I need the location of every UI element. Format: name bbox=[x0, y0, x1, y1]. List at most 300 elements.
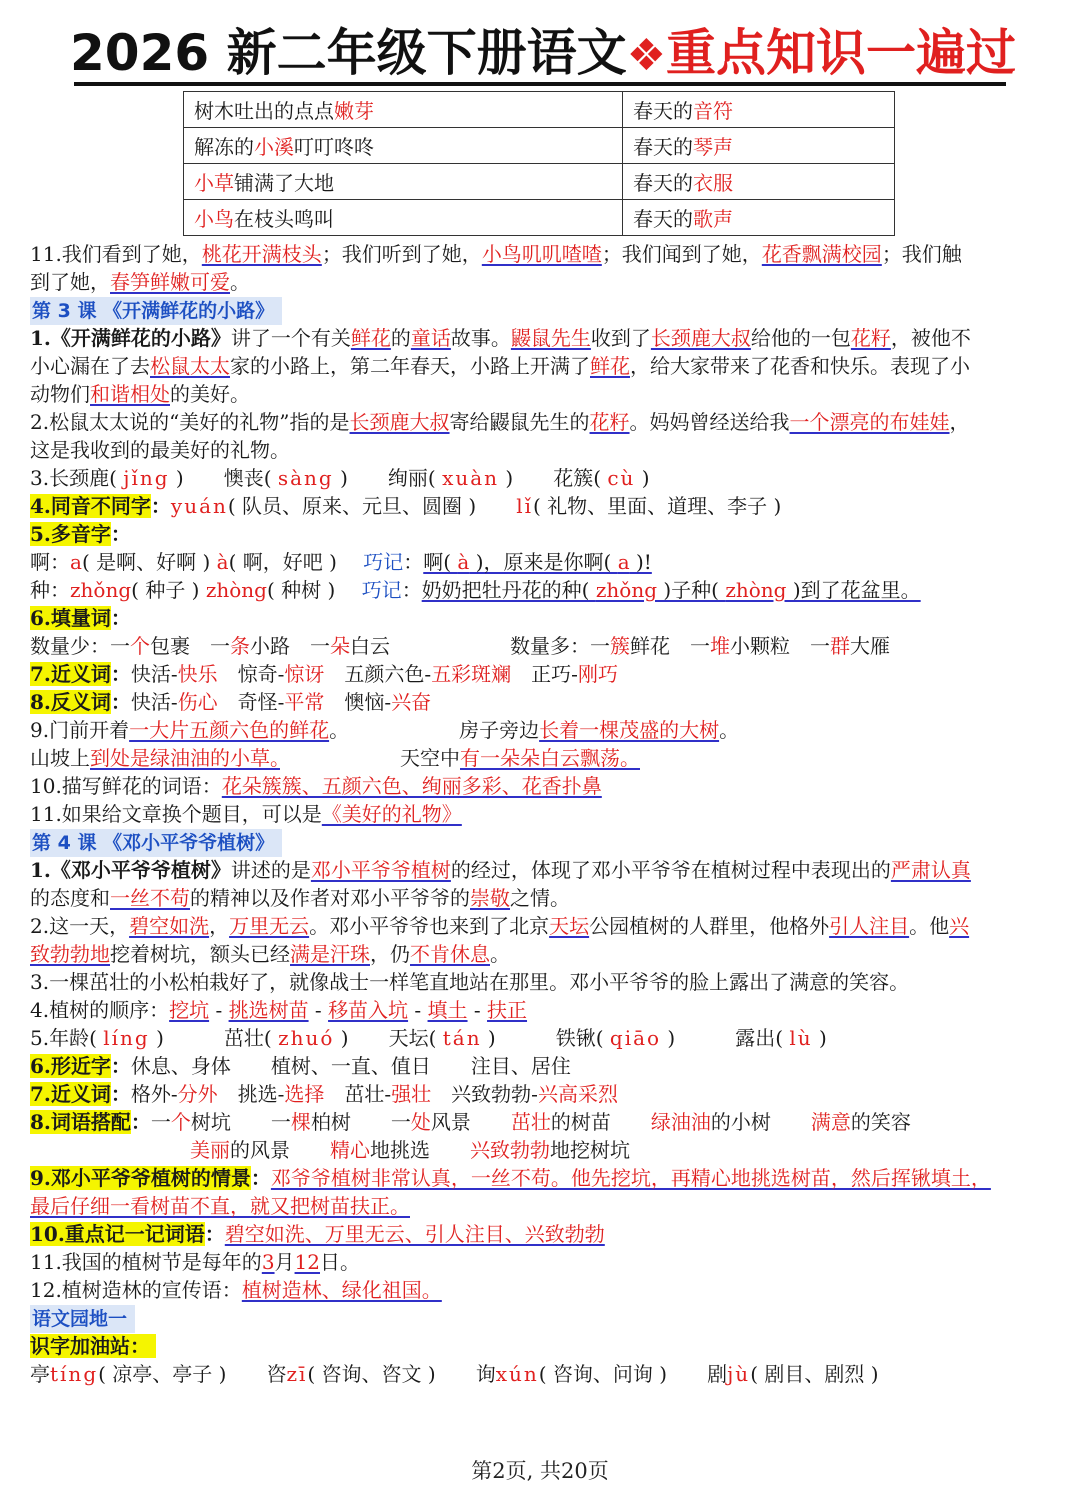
text-line bbox=[30, 240, 1052, 268]
cell-text: 树木吐出的点点 bbox=[194, 99, 334, 123]
text-segment: yuán bbox=[170, 494, 228, 518]
text-segment: 分外 bbox=[177, 1082, 218, 1106]
cell-text: 春天的 bbox=[633, 135, 693, 159]
text-segment: ，给大家带来了花香和快乐。表现了小 bbox=[630, 354, 970, 378]
text-segment: 到处是绿油油的小草。 bbox=[90, 746, 280, 770]
text-segment: 群 bbox=[830, 634, 850, 658]
text-segment: 引人注目 bbox=[829, 914, 910, 938]
text-segment: ) 绚丽( bbox=[333, 466, 443, 490]
text-line bbox=[30, 1304, 1052, 1332]
text-segment: 11.我国的植树节是每年的 bbox=[30, 1250, 262, 1274]
text-segment: 强壮 bbox=[391, 1082, 432, 1106]
text-line bbox=[30, 548, 1052, 576]
text-line bbox=[30, 716, 1052, 744]
section-label: 6.填量词 bbox=[30, 606, 111, 630]
text-segment: 讲了一个有关 bbox=[230, 326, 351, 350]
text-segment: 挑选- bbox=[217, 1082, 285, 1106]
cell-text: 嫩芽 bbox=[334, 99, 374, 123]
text-segment: 有一朵朵白云飘荡。 bbox=[460, 746, 640, 770]
table-cell bbox=[184, 164, 623, 200]
text-segment: 4.植树的顺序： bbox=[30, 998, 170, 1022]
cell-text: 小草 bbox=[194, 171, 234, 195]
text-line bbox=[30, 828, 1052, 856]
text-segment: - bbox=[308, 998, 329, 1022]
text-segment: 柏树 一 bbox=[310, 1110, 411, 1134]
text-line bbox=[30, 996, 1052, 1024]
title-underline bbox=[74, 82, 1006, 86]
table-cell bbox=[623, 200, 895, 236]
text-segment: 给他的一包 bbox=[750, 326, 851, 350]
text-segment: 的 bbox=[390, 326, 411, 350]
text-segment: 。邓小平爷爷也来到了北京 bbox=[309, 914, 550, 938]
text-segment: ： bbox=[204, 1222, 225, 1246]
text-segment: 条 bbox=[230, 634, 250, 658]
text-line bbox=[30, 576, 1052, 604]
text-line bbox=[30, 324, 1052, 352]
text-segment: 5.年龄( bbox=[30, 1026, 104, 1050]
text-segment: ： bbox=[110, 606, 131, 630]
text-segment: ： bbox=[150, 494, 171, 518]
text-line bbox=[30, 1024, 1052, 1052]
text-line bbox=[30, 884, 1052, 912]
cell-text: 铺满了大地 bbox=[234, 171, 334, 195]
text-segment: zhuó bbox=[278, 1026, 335, 1050]
text-segment: 绿油油 bbox=[650, 1110, 711, 1134]
text-line bbox=[30, 492, 1052, 520]
text-segment: 巧记 bbox=[363, 550, 404, 574]
text-segment: 碧空如洗 bbox=[129, 914, 210, 938]
cell-text: 小溪 bbox=[254, 135, 294, 159]
text-segment: 邓爷爷植树非常认真，一丝不苟。他先挖坑，再精心地挑选树苗，然后挥锹填土， bbox=[270, 1166, 991, 1190]
title-black-part: 2026 新二年级下册语文 bbox=[70, 24, 627, 82]
text-segment: 致勃勃地 bbox=[30, 942, 110, 966]
text-segment: ( 咨询、问询 ) 剧 bbox=[538, 1362, 728, 1386]
text-segment: 1.《邓小平爷爷植树》 bbox=[30, 858, 231, 882]
cell-text: 歌声 bbox=[693, 207, 733, 231]
text-segment: ；我们听到了她， bbox=[321, 242, 482, 266]
text-line bbox=[30, 1052, 1052, 1080]
text-segment: 崇敬 bbox=[470, 886, 510, 910]
section-label: 5.多音字 bbox=[30, 522, 111, 546]
text-segment: 天空中 bbox=[280, 746, 460, 770]
text-segment: 奶奶把牡丹花的种( bbox=[421, 578, 596, 602]
text-segment: sàng bbox=[277, 466, 334, 490]
text-segment: zhǒng bbox=[70, 578, 132, 602]
text-line bbox=[30, 940, 1052, 968]
text-segment: ， bbox=[209, 914, 230, 938]
text-segment: 地挑选 bbox=[370, 1138, 470, 1162]
text-segment: ( 种子 ) bbox=[131, 578, 206, 602]
text-line bbox=[30, 1248, 1052, 1276]
text-segment: 树坑 一 bbox=[190, 1110, 291, 1134]
text-segment: ) bbox=[812, 1026, 827, 1050]
text-segment: 平常 bbox=[284, 690, 325, 714]
text-segment: a bbox=[70, 550, 82, 574]
text-segment: 的精神以及作者对邓小平爷爷的 bbox=[190, 886, 470, 910]
text-segment: 地挖树坑 bbox=[550, 1138, 630, 1162]
text-segment: 花籽 bbox=[589, 410, 630, 434]
text-segment: 。 bbox=[490, 942, 510, 966]
text-segment: 12 bbox=[294, 1250, 320, 1274]
text-segment: 严肃认真 bbox=[890, 858, 971, 882]
text-segment: 9.门前开着 bbox=[30, 718, 130, 742]
text-segment: 长着一棵茂盛的大树 bbox=[539, 718, 720, 742]
text-segment: ： bbox=[401, 578, 422, 602]
text-segment: 。妈妈曾经送给我 bbox=[629, 410, 790, 434]
text-segment: xuàn bbox=[442, 466, 500, 490]
text-segment: a bbox=[617, 550, 630, 574]
text-segment: ，仍 bbox=[370, 942, 410, 966]
text-segment: ( 凉亭、亭子 ) 咨 bbox=[98, 1362, 287, 1386]
text-line bbox=[30, 856, 1052, 884]
text-segment: ( 礼物、里面、道理、李子 ) bbox=[533, 494, 782, 518]
lesson-heading: 语文园地一 bbox=[30, 1305, 135, 1333]
text-segment: tíng bbox=[50, 1362, 99, 1386]
text-segment: 故事。 bbox=[450, 326, 511, 350]
text-segment: 公园植树的人群里，他格外 bbox=[589, 914, 830, 938]
text-segment: 长颈鹿大叔 bbox=[650, 326, 751, 350]
table-cell bbox=[184, 200, 623, 236]
text-segment: ；我们闻到了她， bbox=[601, 242, 762, 266]
text-segment: 堆 bbox=[710, 634, 730, 658]
text-segment: 。 bbox=[719, 718, 740, 742]
text-segment: 扶正 bbox=[487, 998, 528, 1022]
text-segment: 和谐相处 bbox=[90, 382, 170, 406]
text-segment: 到了她， bbox=[30, 270, 110, 294]
text-line bbox=[30, 744, 1052, 772]
text-segment: 万里无云 bbox=[229, 914, 310, 938]
text-segment: 兴致勃勃 bbox=[470, 1138, 550, 1162]
text-segment: 选择 bbox=[284, 1082, 325, 1106]
section-label: 8.反义词 bbox=[30, 690, 111, 714]
text-segment: ， bbox=[949, 410, 970, 434]
text-line bbox=[30, 688, 1052, 716]
text-segment: )子种( bbox=[657, 578, 726, 602]
text-segment: 包裹 一 bbox=[150, 634, 230, 658]
cell-text: 在枝头鸣叫 bbox=[234, 207, 334, 231]
text-segment: )到了花盆里。 bbox=[786, 578, 921, 602]
text-segment: à bbox=[457, 550, 470, 574]
notes-body bbox=[30, 240, 1052, 1388]
table-cell bbox=[623, 128, 895, 164]
section-label: 识字加油站： bbox=[30, 1334, 156, 1358]
text-line bbox=[30, 380, 1052, 408]
text-segment: 大雁 bbox=[850, 634, 890, 658]
text-segment: ) 铁锹( bbox=[481, 1026, 610, 1050]
text-segment: 精心 bbox=[330, 1138, 370, 1162]
text-segment: 啊： bbox=[30, 550, 70, 574]
cell-text: 小鸟 bbox=[194, 207, 234, 231]
cell-text: 琴声 bbox=[693, 135, 733, 159]
text-segment: 白云 数量多：一 bbox=[350, 634, 610, 658]
cell-text: 春天的 bbox=[633, 207, 693, 231]
text-segment: 风景 bbox=[430, 1110, 511, 1134]
text-segment: 山坡上 bbox=[30, 746, 90, 770]
text-segment: cù bbox=[607, 466, 636, 490]
text-segment: 五彩斑斓 bbox=[431, 662, 512, 686]
diamond-icon: ❖ bbox=[626, 30, 667, 81]
text-segment: jù bbox=[727, 1362, 751, 1386]
text-segment: 月 bbox=[274, 1250, 295, 1274]
cell-text: 音符 bbox=[693, 99, 733, 123]
text-segment: 花籽 bbox=[850, 326, 891, 350]
text-segment: 。 bbox=[230, 270, 250, 294]
text-segment: 处 bbox=[410, 1110, 431, 1134]
text-segment: 的美好。 bbox=[170, 382, 250, 406]
text-segment: )! bbox=[629, 550, 652, 574]
text-segment: 。他 bbox=[909, 914, 950, 938]
text-line bbox=[30, 1136, 1052, 1164]
text-segment: 茁壮 bbox=[510, 1110, 551, 1134]
text-segment: 的态度和 bbox=[30, 886, 110, 910]
text-segment: 的经过，体现了邓小平爷爷在植树过程中表现出的 bbox=[450, 858, 891, 882]
table-row bbox=[184, 200, 895, 236]
text-segment: 个 bbox=[170, 1110, 191, 1134]
text-segment: 兴奋 bbox=[391, 690, 432, 714]
table-row bbox=[184, 164, 895, 200]
section-label: 9.邓小平爷爷植树的情景 bbox=[30, 1166, 251, 1190]
text-segment: 最后仔细一看树苗不直，就又把树苗扶正。 bbox=[30, 1194, 410, 1218]
text-segment: 茁壮- bbox=[324, 1082, 392, 1106]
text-segment: tán bbox=[442, 1026, 482, 1050]
text-segment: 格外- bbox=[130, 1082, 178, 1106]
text-segment: 正巧- bbox=[511, 662, 578, 686]
text-segment: 的小树 bbox=[710, 1110, 811, 1134]
text-segment: ( 种树 ) bbox=[267, 578, 362, 602]
section-label: 10.重点记一记词语 bbox=[30, 1222, 205, 1246]
text-segment: ) 茁壮( bbox=[149, 1026, 279, 1050]
text-segment: 长颈鹿大叔 bbox=[349, 410, 450, 434]
text-segment: 收到了 bbox=[590, 326, 651, 350]
text-segment: 这是我收到的最美好的礼物。 bbox=[30, 438, 290, 462]
text-segment: ： bbox=[110, 522, 131, 546]
text-segment: jǐng bbox=[123, 466, 170, 490]
cell-text: 春天的 bbox=[633, 99, 693, 123]
text-line bbox=[30, 268, 1052, 296]
text-segment: zī bbox=[286, 1362, 308, 1386]
text-segment: 讲述的是 bbox=[230, 858, 311, 882]
text-line bbox=[30, 436, 1052, 464]
text-segment: ： bbox=[403, 550, 424, 574]
text-segment: ( 是啊、好啊 ) bbox=[81, 550, 217, 574]
text-line bbox=[30, 1220, 1052, 1248]
table-row bbox=[184, 128, 895, 164]
text-segment: 刚巧 bbox=[577, 662, 618, 686]
lesson-heading: 第 3 课 《开满鲜花的小路》 bbox=[30, 297, 282, 325]
text-segment: 2.松鼠太太说的“美好的礼物”指的是 bbox=[30, 410, 350, 434]
text-line bbox=[30, 520, 1052, 548]
text-line bbox=[30, 1080, 1052, 1108]
text-segment: 一丝不苟 bbox=[110, 886, 190, 910]
text-segment: 美丽 bbox=[190, 1138, 230, 1162]
text-segment: 一大片五颜六色的鲜花 bbox=[129, 718, 330, 742]
text-segment: )，原来是你啊( bbox=[469, 550, 618, 574]
text-segment: 填土 bbox=[427, 998, 468, 1022]
text-segment: 的风景 bbox=[230, 1138, 330, 1162]
text-segment: 11.如果给文章换个题目，可以是 bbox=[30, 802, 322, 826]
text-segment: 快活- bbox=[130, 662, 178, 686]
text-segment: 鲜花 bbox=[350, 326, 391, 350]
text-line bbox=[30, 296, 1052, 324]
text-segment: ( 队员、原来、元旦、圆圈 ) bbox=[227, 494, 517, 518]
text-segment: ( 剧目、剧烈 ) bbox=[750, 1362, 879, 1386]
text-segment: ： bbox=[110, 662, 131, 686]
text-segment: 满意 bbox=[810, 1110, 851, 1134]
table-cell bbox=[623, 164, 895, 200]
text-segment: 快乐 bbox=[177, 662, 218, 686]
text-segment: 奇怪- bbox=[217, 690, 285, 714]
text-segment: 种： bbox=[30, 578, 70, 602]
text-segment: 桃花开满枝头 bbox=[201, 242, 322, 266]
text-segment: 10.描写鲜花的词语： bbox=[30, 774, 222, 798]
text-segment: 动物们 bbox=[30, 382, 90, 406]
text-segment: zhòng bbox=[725, 578, 787, 602]
text-line bbox=[30, 1276, 1052, 1304]
text-segment: 兴致勃勃- bbox=[431, 1082, 538, 1106]
text-segment: zhòng bbox=[205, 578, 267, 602]
page-title bbox=[70, 18, 1017, 88]
text-line bbox=[30, 800, 1052, 828]
text-segment: 天坛 bbox=[549, 914, 590, 938]
table-cell bbox=[184, 92, 623, 128]
cell-text: 叮叮咚咚 bbox=[294, 135, 374, 159]
text-segment: 一个漂亮的布娃娃 bbox=[789, 410, 950, 434]
text-line bbox=[30, 1360, 1052, 1388]
text-segment: ) 露出( bbox=[661, 1026, 790, 1050]
text-segment: 11.我们看到了她， bbox=[30, 242, 202, 266]
text-segment: ，被他不 bbox=[890, 326, 971, 350]
text-segment: 花朵簇簇、五颜六色、绚丽多彩、花香扑鼻 bbox=[221, 774, 602, 798]
text-segment: ： bbox=[250, 1166, 271, 1190]
text-segment: 五颜六色- bbox=[324, 662, 432, 686]
text-segment: 兴高采烈 bbox=[537, 1082, 618, 1106]
text-segment: 12.植树造林的宣传语： bbox=[30, 1278, 242, 1302]
text-segment: líng bbox=[103, 1026, 150, 1050]
text-segment: 伤心 bbox=[177, 690, 218, 714]
table-cell bbox=[623, 92, 895, 128]
text-segment: 小颗粒 一 bbox=[730, 634, 830, 658]
cell-text: 春天的 bbox=[633, 171, 693, 195]
text-segment: 童话 bbox=[410, 326, 451, 350]
text-segment: 松鼠太太 bbox=[150, 354, 230, 378]
cell-text: 衣服 bbox=[693, 171, 733, 195]
text-segment: 。 房子旁边 bbox=[329, 718, 540, 742]
table-row bbox=[184, 92, 895, 128]
text-segment: 一 bbox=[150, 1110, 171, 1134]
section-label: 8.词语搭配 bbox=[30, 1110, 131, 1134]
text-segment: 1.《开满鲜花的小路》 bbox=[30, 326, 231, 350]
text-segment: 鲜花 bbox=[590, 354, 630, 378]
text-line bbox=[30, 772, 1052, 800]
text-segment: 鲜花 一 bbox=[630, 634, 710, 658]
text-segment: 巧记 bbox=[361, 578, 402, 602]
text-segment: ；我们触 bbox=[881, 242, 962, 266]
text-segment: 挖着树坑，额头已经 bbox=[110, 942, 290, 966]
table-cell bbox=[184, 128, 623, 164]
text-segment: ： bbox=[110, 690, 131, 714]
text-segment: ： bbox=[110, 1082, 131, 1106]
text-segment: 啊( bbox=[423, 550, 458, 574]
text-line bbox=[30, 464, 1052, 492]
text-segment: xún bbox=[495, 1362, 539, 1386]
text-segment: 挑选树苗 bbox=[228, 998, 309, 1022]
section-label: 7.近义词 bbox=[30, 662, 111, 686]
text-segment: 个 bbox=[130, 634, 150, 658]
text-segment: 3 bbox=[261, 1250, 275, 1274]
page-footer: 第2页, 共20页 bbox=[471, 1459, 609, 1483]
text-line bbox=[30, 968, 1052, 996]
text-segment: qiāo bbox=[609, 1026, 662, 1050]
text-segment: 春笋鲜嫩可爱 bbox=[110, 270, 230, 294]
cell-text: 解冻的 bbox=[194, 135, 254, 159]
text-segment: ) 懊丧( bbox=[169, 466, 278, 490]
text-segment: 满是汗珠 bbox=[290, 942, 370, 966]
text-segment: 邓小平爷爷植树 bbox=[310, 858, 451, 882]
text-segment: 日。 bbox=[320, 1250, 360, 1274]
text-segment: 之情。 bbox=[510, 886, 570, 910]
text-line bbox=[30, 660, 1052, 688]
text-segment: 小心漏在了去 bbox=[30, 354, 150, 378]
text-segment: 数量少：一 bbox=[30, 634, 130, 658]
text-segment: 不肯休息 bbox=[410, 942, 490, 966]
text-line bbox=[30, 1332, 1052, 1360]
text-line bbox=[30, 632, 1052, 660]
text-segment: 3.长颈鹿( bbox=[30, 466, 124, 490]
text-segment: ( 啊，好吧 ) bbox=[228, 550, 364, 574]
text-segment: 小路 一 bbox=[250, 634, 330, 658]
text-segment: à bbox=[216, 550, 229, 574]
text-segment: 的笑容 bbox=[850, 1110, 911, 1134]
text-segment: 3.一棵茁壮的小松柏栽好了，就像战士一样笔直地站在那里。邓小平爷爷的脸上露出了满意的笑容。 bbox=[30, 970, 910, 994]
text-segment: - bbox=[467, 998, 488, 1022]
text-segment: 家的小路上，第二年春天，小路上开满了 bbox=[230, 354, 590, 378]
text-segment: lù bbox=[789, 1026, 813, 1050]
text-segment: 小鸟叽叽喳喳 bbox=[481, 242, 602, 266]
text-segment: 移苗入坑 bbox=[328, 998, 409, 1022]
text-segment: zhǒng bbox=[595, 578, 658, 602]
spring-table bbox=[183, 91, 895, 236]
text-segment: 朵 bbox=[330, 634, 350, 658]
section-label: 4.同音不同字 bbox=[30, 494, 151, 518]
text-segment: 快活- bbox=[130, 690, 178, 714]
text-segment bbox=[30, 1138, 190, 1162]
title-red-part: 重点知识一遍过 bbox=[666, 24, 1017, 82]
text-line bbox=[30, 1192, 1052, 1220]
text-segment: ) bbox=[635, 466, 650, 490]
text-segment: ) 花簇( bbox=[499, 466, 608, 490]
text-segment: 花香飘满校园 bbox=[761, 242, 882, 266]
text-segment: 惊奇- bbox=[217, 662, 285, 686]
text-segment: 2.这一天， bbox=[30, 914, 130, 938]
text-segment: 亭 bbox=[30, 1362, 50, 1386]
text-segment: 棵 bbox=[290, 1110, 311, 1134]
text-segment: 寄给鼹鼠先生的 bbox=[449, 410, 590, 434]
text-segment: 《美好的礼物》 bbox=[321, 802, 462, 826]
text-segment: ( 咨询、咨文 ) 询 bbox=[307, 1362, 496, 1386]
lesson-heading: 第 4 课 《邓小平爷爷植树》 bbox=[30, 829, 282, 857]
text-segment: 休息、身体 植树、一直、值日 注目、居住 bbox=[130, 1054, 571, 1078]
text-line bbox=[30, 912, 1052, 940]
section-label: 6.形近字 bbox=[30, 1054, 111, 1078]
text-segment: 兴 bbox=[949, 914, 970, 938]
text-line bbox=[30, 352, 1052, 380]
text-segment: 植树造林、绿化祖国。 bbox=[241, 1278, 442, 1302]
text-segment: lǐ bbox=[516, 494, 533, 518]
text-segment: - bbox=[209, 998, 229, 1022]
text-segment: 簇 bbox=[610, 634, 630, 658]
text-segment: 鼹鼠先生 bbox=[510, 326, 591, 350]
text-segment: 挖坑 bbox=[169, 998, 210, 1022]
